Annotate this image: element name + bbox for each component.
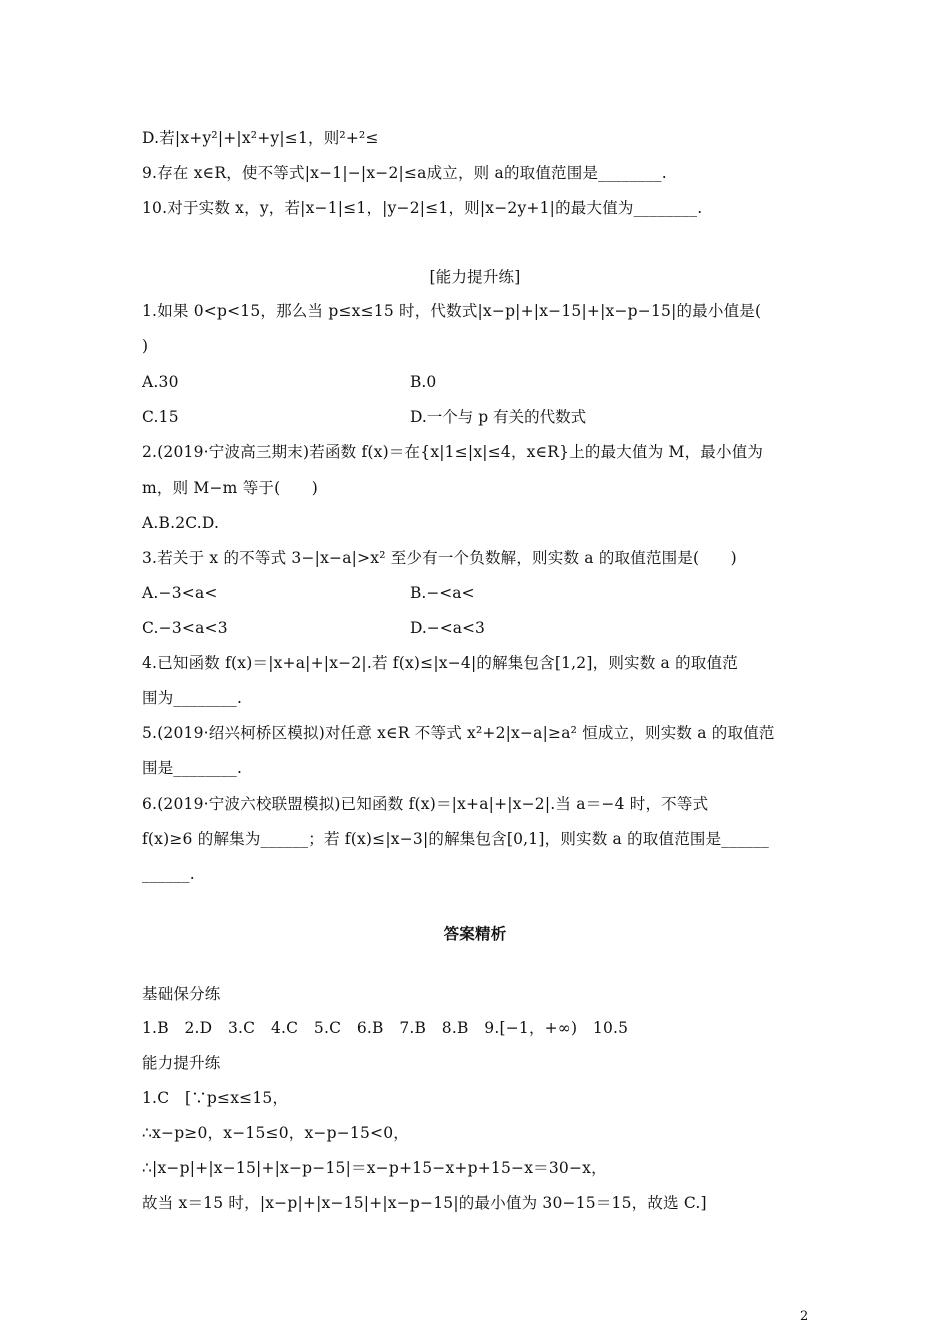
advanced-question-4-continuation: 围为________. <box>142 689 243 707</box>
advanced-question-3: 3.若关于 x 的不等式 3−|x−a|>x² 至少有一个负数解，则实数 a 的取值范围是( ) <box>142 549 737 567</box>
advanced-question-6: 6.(2019·宁波六校联盟模拟)已知函数 f(x)＝|x+a|+|x−2|.当 a＝−4 时，不等式 <box>142 795 709 813</box>
question-10: 10.对于实数 x，y，若|x−1|≤1，|y−2|≤1，则|x−2y+1|的最大值为________. <box>142 199 703 217</box>
advanced-question-3-option-b: B.−<a< <box>410 584 475 602</box>
question-9: 9.存在 x∈R，使不等式|x−1|−|x−2|≤a成立，则 a的取值范围是________. <box>142 164 667 182</box>
advanced-question-2-continuation: m，则 M−m 等于( ) <box>142 479 319 497</box>
advanced-question-1-option-d: D.一个与 p 有关的代数式 <box>410 408 587 426</box>
advanced-question-3-option-c: C.−3<a<3 <box>142 619 228 637</box>
advanced-question-5: 5.(2019·绍兴柯桥区模拟)对任意 x∈R 不等式 x²+2|x−a|≥a² 恒成立，则实数 a 的取值范 <box>142 724 775 742</box>
answer-1-line-2: ∴x−p≥0，x−15≤0，x−p−15<0， <box>142 1124 409 1142</box>
advanced-question-2-options: A.B.2C.D. <box>142 514 220 532</box>
advanced-question-1-continuation: ) <box>142 337 149 355</box>
answer-1-line-4: 故当 x＝15 时，|x−p|+|x−15|+|x−p−15|的最小值为 30−15＝15，故选 C.] <box>142 1194 707 1212</box>
advanced-question-6-continuation-2: ______. <box>142 865 195 883</box>
answer-1-line-3: ∴|x−p|+|x−15|+|x−p−15|＝x−p+15−x+p+15−x＝30−x， <box>142 1159 607 1177</box>
advanced-question-3-option-a: A.−3<a< <box>142 584 218 602</box>
advanced-question-1-option-a: A.30 <box>142 373 179 391</box>
question-8-option-d: D.若|x+y²|+|x²+y|≤1，则²+²≤ <box>142 129 379 147</box>
advanced-question-5-continuation: 围是________. <box>142 759 243 777</box>
section-heading-advanced: [能力提升练] <box>429 268 521 286</box>
answers-basic-line: 1.B 2.D 3.C 4.C 5.C 6.B 7.B 8.B 9.[−1，+∞) 10.5 <box>142 1019 629 1037</box>
answers-basic-label: 基础保分练 <box>142 985 221 1003</box>
advanced-question-1-option-c: C.15 <box>142 408 179 426</box>
advanced-question-1-option-b: B.0 <box>410 373 437 391</box>
advanced-question-3-option-d: D.−<a<3 <box>410 619 485 637</box>
answers-title: 答案精析 <box>443 924 507 943</box>
answers-advanced-label: 能力提升练 <box>142 1054 221 1072</box>
advanced-question-6-continuation: f(x)≥6 的解集为______；若 f(x)≤|x−3|的解集包含[0,1]，则实数 a 的取值范围是______ <box>142 830 770 848</box>
advanced-question-1: 1.如果 0<p<15，那么当 p≤x≤15 时，代数式|x−p|+|x−15|+|x−p−15|的最小值是( <box>142 302 762 320</box>
page-number: 2 <box>800 1309 809 1324</box>
advanced-question-4: 4.已知函数 f(x)＝|x+a|+|x−2|.若 f(x)≤|x−4|的解集包含[1,2]，则实数 a 的取值范 <box>142 654 738 672</box>
answer-1-line-1: 1.C [∵p≤x≤15， <box>142 1089 289 1107</box>
advanced-question-2: 2.(2019·宁波高三期末)若函数 f(x)＝在{x|1≤|x|≤4，x∈R}上的最大值为 M，最小值为 <box>142 443 764 461</box>
